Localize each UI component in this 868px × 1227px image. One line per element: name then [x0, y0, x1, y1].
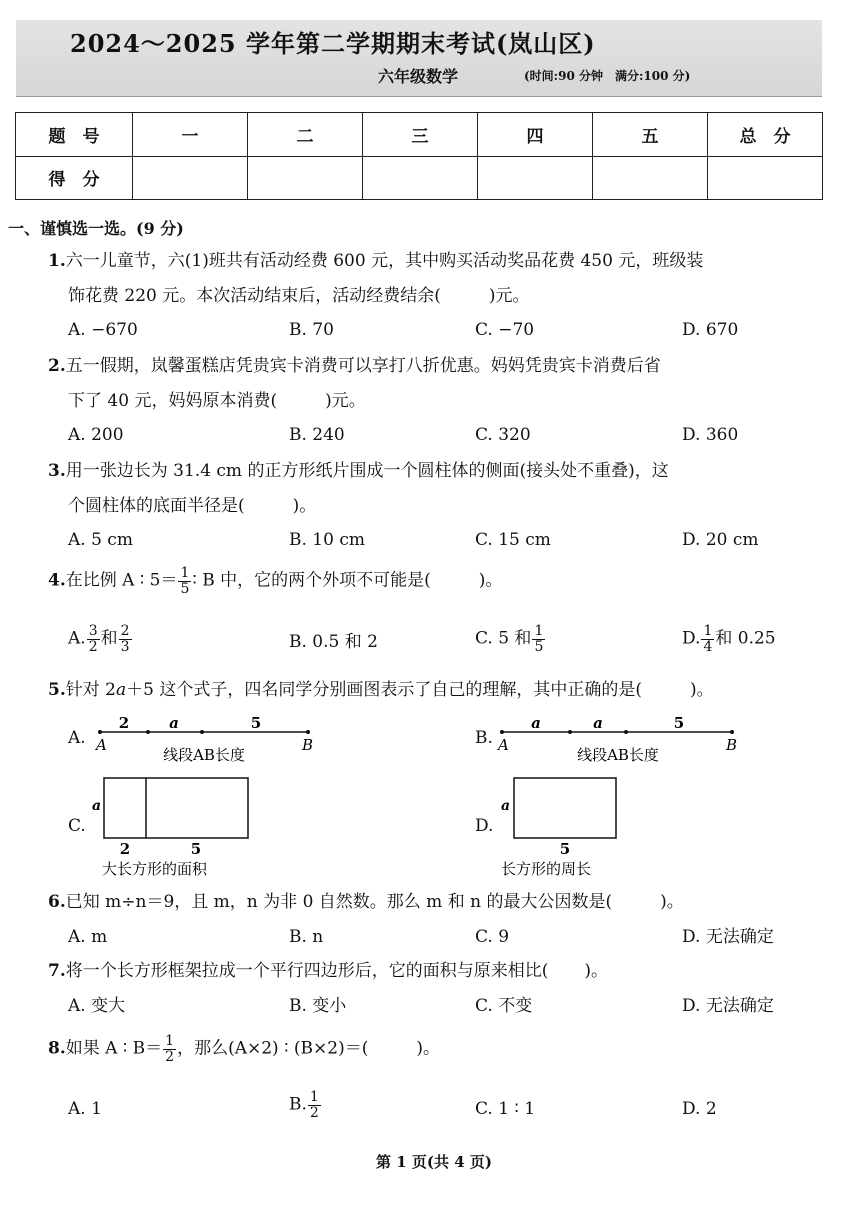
question-text: 已知 m÷n＝9，且 m，n 为非 0 自然数。那么 m 和 n 的最大公因数是(	[65, 892, 613, 912]
question-2-line2	[68, 393, 366, 410]
side-label: a	[92, 798, 102, 814]
question-text: ＋5 这个式子，四名同学分别画图表示了自己的理解，其中正确的是(	[126, 680, 642, 700]
page-footer: 第 1 页(共 4 页)	[376, 1153, 492, 1171]
question-text: ，那么(A×2) ∶ (B×2)＝(	[177, 1038, 369, 1059]
question-number: 4.	[48, 570, 66, 591]
question-3-line1	[48, 463, 669, 480]
option-d[interactable]: D. 360	[682, 425, 739, 445]
question-text: 针对 2	[65, 680, 116, 700]
point-label: B	[726, 736, 738, 754]
subject-label: 六年级数学	[378, 67, 459, 86]
option-a[interactable]: A. 200	[68, 425, 124, 445]
side-label: a	[501, 798, 511, 814]
question-text: )。	[416, 1038, 441, 1059]
option-b[interactable]: B. 240	[289, 425, 345, 445]
question-text: 将一个长方形框架拉成一个平行四边形后，它的面积与原来相比(	[65, 961, 549, 981]
score-header-cell: 总 分	[708, 113, 823, 157]
option-a[interactable]: A.	[68, 728, 86, 748]
score-entry-row	[16, 156, 823, 200]
option-d[interactable]: D. $\frac{1}{4}$ 和 0.25	[682, 623, 776, 655]
score-input-cell[interactable]	[248, 156, 363, 200]
bottom-label: 2	[119, 840, 131, 858]
score-header-cell: 一	[133, 113, 248, 157]
question-text: )。	[660, 892, 684, 912]
question-number: 8.	[48, 1038, 66, 1059]
option-d[interactable]: D. 无法确定	[682, 996, 774, 1016]
section-title: 一、谨慎选一选。(9 分)	[8, 219, 184, 238]
option-c[interactable]: C. 15 cm	[475, 530, 551, 550]
score-table	[15, 112, 823, 200]
figure-c-rectangle	[88, 774, 258, 878]
option-c[interactable]: C. −70	[475, 320, 535, 340]
option-c[interactable]: C. 9	[475, 927, 510, 947]
point-label: A	[498, 736, 509, 754]
option-d[interactable]: D. 2	[682, 1099, 717, 1119]
question-3-line2	[68, 498, 316, 515]
question-text: )。	[292, 496, 317, 516]
question-number: 1.	[48, 251, 66, 271]
score-input-cell[interactable]	[708, 156, 823, 200]
exam-meta: (时间:90 分钟 满分:100 分)	[524, 69, 691, 83]
question-text: 如果 A ∶ B＝	[65, 1038, 163, 1059]
option-d[interactable]: D. 无法确定	[682, 927, 774, 947]
bottom-label: 5	[190, 840, 202, 858]
option-c[interactable]: C. 5 和 $\frac{1}{5}$	[475, 623, 544, 655]
option-b[interactable]: B. 70	[289, 320, 334, 340]
segment-label: a	[593, 714, 603, 732]
score-header-cell: 二	[248, 113, 363, 157]
question-text: 用一张边长为 31.4 cm 的正方形纸片围成一个圆柱体的侧面(接头处不重叠)，这	[65, 461, 669, 481]
figure-caption: 线段AB长度	[163, 746, 245, 764]
figure-b-segment	[498, 710, 748, 770]
question-number: 2.	[48, 356, 66, 376]
figure-a-segment	[96, 710, 326, 770]
question-number: 7.	[48, 961, 66, 981]
option-c[interactable]: C. 320	[475, 425, 531, 445]
question-number: 3.	[48, 461, 66, 481]
question-1-line1	[48, 253, 703, 270]
question-text: 六一儿童节，六(1)班共有活动经费 600 元，其中购买活动奖品花费 450 元，班级装	[65, 251, 704, 271]
question-text: 下了 40 元，妈妈原本消费(	[68, 391, 278, 411]
bottom-label: 5	[559, 840, 571, 858]
figure-caption: 长方形的周长	[501, 860, 592, 878]
segment-label: a	[531, 714, 541, 732]
option-b[interactable]: B. 变小	[289, 996, 347, 1016]
option-c[interactable]: C.	[68, 816, 86, 836]
option-a[interactable]: A. 1	[68, 1099, 102, 1119]
fraction: $\frac{1}{5}$	[180, 565, 190, 597]
segment-label: 5	[250, 714, 262, 732]
question-4	[48, 566, 502, 596]
point-label: A	[96, 736, 107, 754]
exam-title: 2024～2025 学年第二学期期末考试(岚山区)	[70, 29, 596, 58]
figure-d-rectangle	[497, 774, 637, 878]
option-b[interactable]: B.	[475, 728, 493, 748]
option-c[interactable]: C. 1 ∶ 1	[475, 1099, 536, 1119]
score-header-row	[16, 113, 823, 157]
score-header-cell: 四	[478, 113, 593, 157]
option-b[interactable]: B. n	[289, 927, 324, 947]
option-b[interactable]: B. $\frac{1}{2}$	[289, 1089, 319, 1121]
score-input-cell[interactable]	[478, 156, 593, 200]
question-text: )元。	[325, 391, 366, 411]
segment-label: a	[169, 714, 179, 732]
score-header-cell: 题 号	[16, 113, 133, 157]
question-text: )元。	[488, 286, 530, 306]
option-a[interactable]: A. 变大	[68, 996, 126, 1016]
question-text: 个圆柱体的底面半径是(	[68, 496, 245, 516]
score-input-cell[interactable]	[363, 156, 478, 200]
option-a[interactable]: A. m	[68, 927, 108, 947]
question-6	[48, 894, 684, 911]
score-input-cell[interactable]	[593, 156, 708, 200]
option-a[interactable]: A. −670	[68, 320, 138, 340]
score-row-label: 得 分	[16, 156, 133, 200]
question-text: )。	[584, 961, 609, 981]
score-header-cell: 三	[363, 113, 478, 157]
question-text: )。	[689, 680, 714, 700]
question-text: 在比例 A ∶ 5＝	[65, 570, 178, 591]
option-b[interactable]: B. 10 cm	[289, 530, 365, 550]
question-text: 五一假期，岚馨蛋糕店凭贵宾卡消费可以享打八折优惠。妈妈凭贵宾卡消费后省	[65, 356, 661, 376]
question-1-line2	[68, 288, 530, 305]
option-c[interactable]: C. 不变	[475, 996, 533, 1016]
question-text: 饰花费 220 元。本次活动结束后，活动经费结余(	[68, 286, 441, 306]
question-8	[48, 1034, 440, 1064]
option-a[interactable]: A. $\frac{3}{2}$ 和 $\frac{2}{3}$	[68, 623, 130, 655]
question-number: 5.	[48, 680, 66, 700]
question-5	[48, 682, 714, 699]
option-d[interactable]: D. 670	[682, 320, 739, 340]
exam-header	[16, 20, 822, 97]
figure-caption: 线段AB长度	[577, 746, 659, 764]
score-input-cell[interactable]	[133, 156, 248, 200]
segment-label: 2	[118, 714, 130, 732]
option-d[interactable]: D. 20 cm	[682, 530, 759, 550]
question-text: ∶ B 中，它的两个外项不可能是(	[192, 570, 431, 591]
fraction: $\frac{1}{2}$	[165, 1033, 175, 1065]
question-text: )。	[478, 570, 503, 591]
score-header-cell: 五	[593, 113, 708, 157]
question-2-line1	[48, 358, 661, 375]
variable: a	[115, 680, 127, 700]
option-b[interactable]: B. 0.5 和 2	[289, 632, 378, 652]
question-number: 6.	[48, 892, 66, 912]
segment-label: 5	[673, 714, 685, 732]
option-d[interactable]: D.	[475, 816, 494, 836]
point-label: B	[302, 736, 314, 754]
figure-caption: 大长方形的面积	[102, 860, 208, 878]
question-7	[48, 963, 608, 980]
option-a[interactable]: A. 5 cm	[68, 530, 133, 550]
